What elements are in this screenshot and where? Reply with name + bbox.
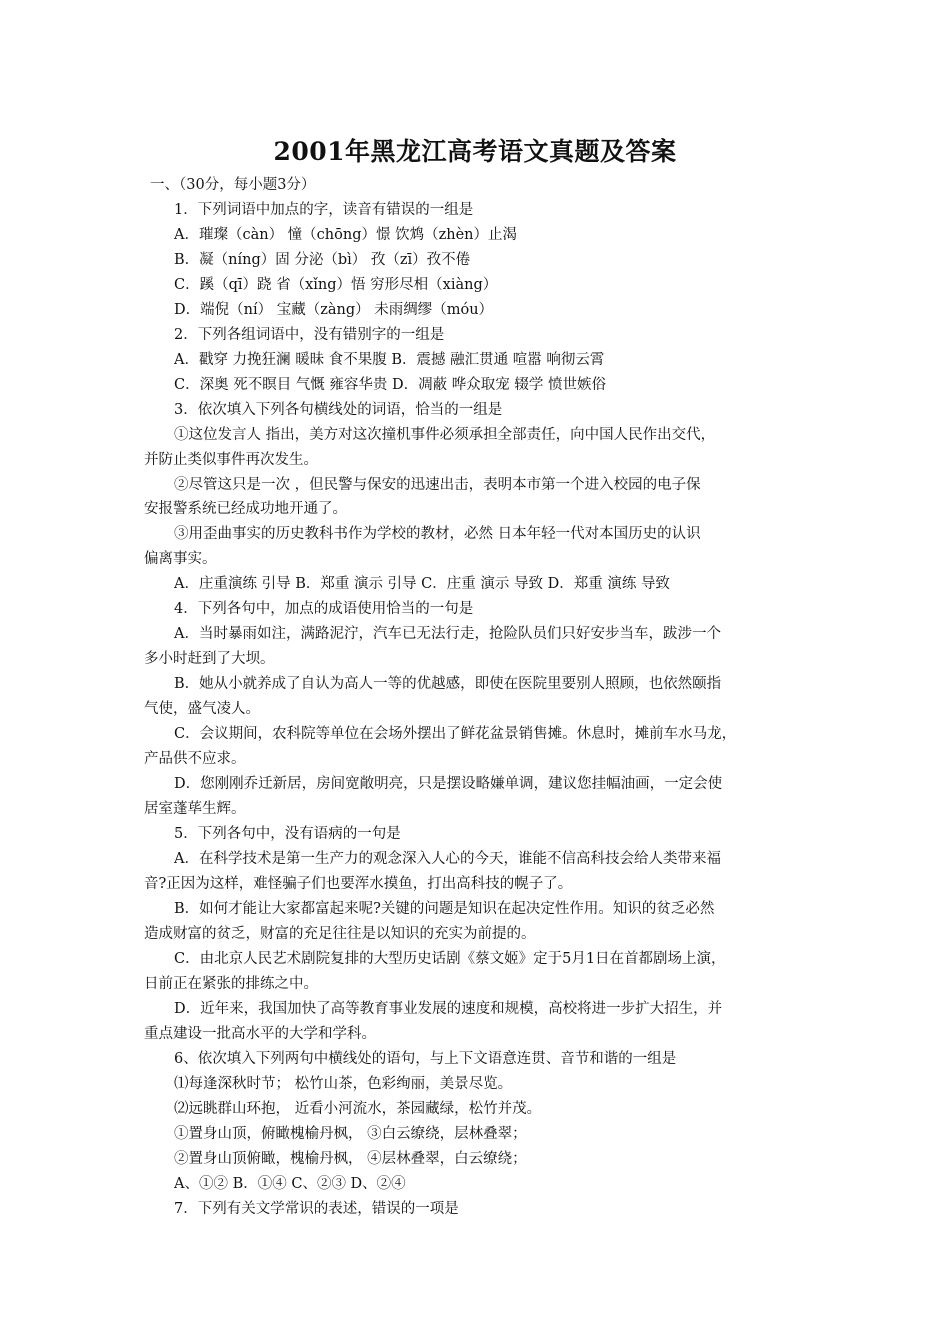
paragraph-line: A．当时暴雨如注，满路泥泞，汽车已无法行走，抢险队员们只好安步当车，跋涉一个 (174, 626, 721, 642)
page-title: 2001年黑龙江高考语文真题及答案 (273, 137, 677, 166)
paragraph-line: ③用歪曲事实的历史教科书作为学校的教材，必然 日本年轻一代对本国历史的认识 (174, 526, 701, 542)
paragraph-line: 重点建设一批高水平的大学和学科。 (144, 1026, 376, 1042)
paragraph-line: D．近年来，我国加快了高等教育事业发展的速度和规模，高校将进一步扩大招生，并 (174, 1001, 723, 1017)
paragraph-line: B．她从小就养成了自认为高人一等的优越感，即使在医院里要别人照顾，也依然颐指 (174, 676, 722, 692)
paragraph-line: 并防止类似事件再次发生。 (144, 452, 318, 468)
paragraph-line: 气使，盛气凌人。 (144, 701, 260, 717)
paragraph-line: 多小时赶到了大坝。 (144, 651, 275, 667)
option-line: A．庄重演练 引导 B．郑重 演示 引导 C．庄重 演示 导致 D．郑重 演练 导致 (174, 576, 670, 592)
option-line: ②置身山顶俯瞰，槐榆丹枫， ④层林叠翠，白云缭绕； (174, 1151, 527, 1167)
paragraph-line: ⑴每逢深秋时节； 松竹山茶，色彩绚丽，美景尽览。 (174, 1076, 513, 1092)
question-line: 7．下列有关文学常识的表述，错误的一项是 (174, 1201, 459, 1217)
paragraph-line: ⑵远眺群山环抱， 近看小河流水，茶园藏绿，松竹并茂。 (174, 1101, 542, 1117)
paragraph-line: 居室蓬荜生辉。 (144, 801, 246, 817)
question-line: 2．下列各组词语中，没有错别字的一组是 (174, 327, 445, 343)
paragraph-line: 造成财富的贫乏，财富的充足往往是以知识的充实为前提的。 (144, 926, 536, 942)
section-heading: 一、（30分，每小题3分） (150, 177, 316, 193)
paragraph-line: 安报警系统已经成功地开通了。 (144, 501, 347, 517)
option-line: A．戳穿 力挽狂澜 暖昧 食不果腹 B．震撼 融汇贯通 喧嚣 响彻云霄 (174, 352, 605, 368)
option-line: ①置身山顶，俯瞰槐榆丹枫， ③白云缭绕，层林叠翠； (174, 1126, 527, 1142)
option-line: A．璀璨（càn） 憧（chōng）憬 饮鸩（zhèn）止渴 (174, 227, 518, 243)
paragraph-line: 产品供不应求。 (144, 751, 246, 767)
question-line: 3．依次填入下列各句横线处的词语，恰当的一组是 (174, 402, 503, 418)
paragraph-line: D．您刚刚乔迁新居，房间宽敞明亮，只是摆设略嫌单调，建议您挂幅油画，一定会使 (174, 776, 723, 792)
question-line: 4．下列各句中，加点的成语使用恰当的一句是 (174, 601, 474, 617)
paragraph-line: ①这位发言人 指出，美方对这次撞机事件必须承担全部责任，向中国人民作出交代， (174, 427, 716, 443)
paragraph-line: ②尽管这只是一次 ，但民警与保安的迅速出击，表明本市第一个进入校园的电子保 (174, 477, 701, 493)
paragraph-line: C．会议期间，农科院等单位在会场外摆出了鲜花盆景销售摊。休息时，摊前车水马龙， (174, 726, 737, 742)
option-line: C．蹊（qī）跷 省（xǐng）悟 穷形尽相（xiàng） (174, 277, 498, 293)
option-line: D．端倪（ní） 宝藏（zàng） 未雨绸缪（móu） (174, 302, 494, 318)
question-line: 1．下列词语中加点的字，读音有错误的一组是 (174, 202, 474, 218)
paragraph-line: 音?正因为这样，难怪骗子们也要浑水摸鱼，打出高科技的幌子了。 (144, 876, 573, 892)
option-line: C．深奥 死不瞑目 气慨 雍容华贵 D．凋蔽 哗众取宠 辍学 愤世嫉俗 (174, 377, 606, 393)
paragraph-line: 日前正在紧张的排练之中。 (144, 976, 318, 992)
paragraph-line: B．如何才能让大家都富起来呢?关键的问题是知识在起决定性作用。知识的贫乏必然 (174, 901, 715, 917)
question-line: 6、依次填入下列两句中横线处的语句，与上下文语意连贯、音节和谐的一组是 (174, 1051, 677, 1067)
paragraph-line: 偏离事实。 (144, 551, 217, 567)
question-line: 5．下列各句中，没有语病的一句是 (174, 826, 401, 842)
option-line: B．凝（níng）固 分泌（bì） 孜（zī）孜不倦 (174, 252, 471, 268)
paragraph-line: C．由北京人民艺术剧院复排的大型历史话剧《蔡文姬》定于5月1日在首都剧场上演， (174, 951, 726, 967)
paragraph-line: A．在科学技术是第一生产力的观念深入人心的今天，谁能不信高科技会给人类带来福 (174, 851, 721, 867)
option-line: A、①② B．①④ C、②③ D、②④ (174, 1176, 406, 1192)
